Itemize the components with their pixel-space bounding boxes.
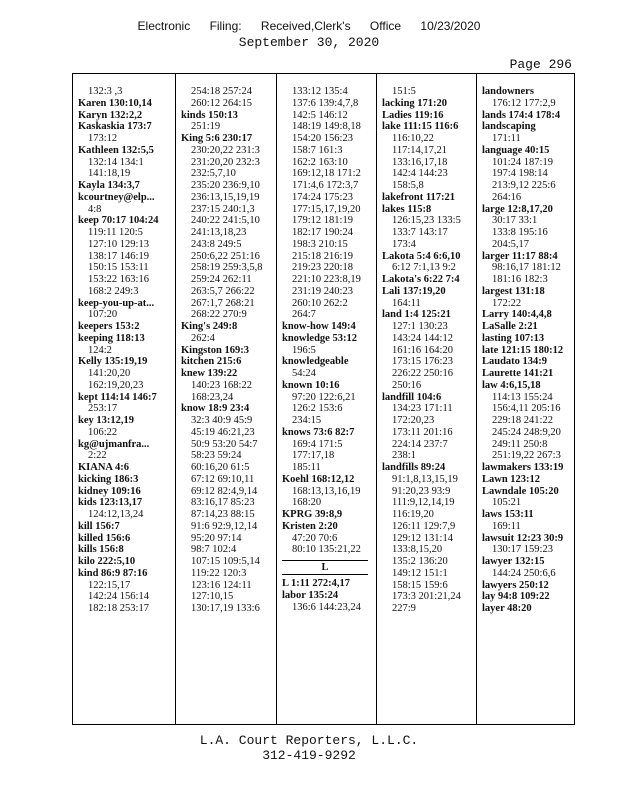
index-entry: lay 94:8 109:22 [482, 591, 550, 603]
index-ref-line: 133:8 195:16 [492, 227, 548, 238]
header-electronic: Electronic [137, 19, 191, 33]
index-entry: kilo 222:5,10 [78, 556, 136, 567]
index-entry: lawyers 250:12 [482, 579, 549, 591]
index-entry: Kaskaskia 173:7 [78, 121, 152, 133]
index-entry: lake 111:15 116:6 [382, 121, 459, 133]
index-entry: Kristen 2:20 [282, 520, 338, 532]
index-ref-line: 171:11 [492, 133, 521, 144]
index-ref-line: 119:22 120:3 [191, 567, 247, 579]
index-ref-line: 169:11 [492, 520, 521, 532]
index-ref-line: 229:18 241:22 [492, 415, 553, 426]
index-ref-line: 259:24 262:11 [191, 274, 252, 285]
index-ref-line: 181:16 182:3 [492, 274, 548, 285]
index-ref-line: 132:14 134:1 [88, 156, 144, 168]
index-ref-line: 30:17 33:1 [492, 215, 538, 227]
index-entry: kitchen 215:6 [181, 356, 242, 368]
index-ref-line: 182:17 190:24 [292, 227, 353, 238]
index-ref-line: 142:24 156:14 [88, 591, 149, 603]
index-entry: LaSalle 2:21 [482, 321, 538, 332]
index-entry: knowledge 53:12 [282, 332, 357, 344]
index-entry: landscaping [482, 121, 536, 133]
index-ref-line: 162:19,20,23 [88, 379, 144, 391]
index-entry: KIANA 4:6 [78, 462, 130, 473]
index-ref-line: 258:19 259:3,5,8 [191, 262, 263, 274]
index-ref-line: 162:2 163:10 [292, 156, 348, 168]
index-column-1 [73, 74, 175, 724]
index-entry: King's 249:8 [181, 321, 238, 332]
index-ref-line: 98:7 102:4 [191, 544, 237, 556]
index-ref-line: 168:23,24 [191, 391, 234, 403]
index-entry: Kingston 169:3 [181, 344, 249, 356]
index-entry: laws 153:11 [482, 509, 534, 520]
index-ref-line: 136:6 144:23,24 [292, 601, 361, 613]
index-ref-line: 198:3 210:15 [292, 238, 348, 250]
index-entry: kinds 150:13 [181, 109, 238, 121]
index-ref-line: 240:22 241:5,10 [191, 215, 260, 227]
index-ref-line: 144:24 250:6,6 [492, 567, 556, 579]
index-ref-line: 267:1,7 268:21 [191, 297, 255, 309]
index-entry: law 4:6,15,18 [482, 379, 541, 391]
index-ref-line: 141:20,20 [88, 368, 131, 379]
index-entry: kg@ujmanfra... [78, 438, 150, 450]
index-entry: labor 135:24 [282, 589, 339, 601]
index-ref-line: 95:20 97:14 [191, 532, 242, 544]
index-entry: Ladies 119:16 [382, 109, 444, 121]
index-entry: Karyn 132:2,2 [78, 109, 143, 121]
index-entry: Koehl 168:12,12 [282, 473, 355, 485]
index-ref-line: 268:22 270:9 [191, 309, 247, 321]
index-ref-line: 263:5,7 266:22 [191, 285, 255, 297]
index-ref-line: 2:22 [88, 450, 107, 462]
section-letter: L [282, 560, 368, 575]
index-ref-line: 237:15 240:1,3 [191, 203, 255, 215]
index-ref-line: 173:11 201:16 [392, 426, 453, 438]
index-ref-line: 264:16 [492, 191, 522, 203]
footer-phone: 312-419-9292 [262, 748, 356, 763]
index-ref-line: 133:8,15,20 [392, 544, 443, 556]
index-ref-line: 177:17,18 [292, 450, 335, 462]
index-ref-line: 173:12 [88, 133, 118, 144]
index-ref-line: 58:23 59:24 [191, 450, 242, 462]
index-ref-line: 87:14,23 88:15 [191, 509, 255, 520]
index-ref-line: 132:3 ,3 [88, 86, 123, 97]
index-ref-line: 253:17 [88, 403, 118, 415]
index-ref-line: 130:17,19 133:6 [191, 603, 260, 614]
index-ref-line: 185:11 [292, 462, 321, 473]
index-entry: larger 11:17 88:4 [482, 250, 558, 262]
index-ref-line: 173:4 [392, 238, 416, 250]
index-ref-line: 236:13,15,19,19 [191, 191, 260, 203]
index-ref-line: 91:6 92:9,12,14 [191, 520, 258, 532]
index-ref-line: 124:2 [88, 344, 112, 356]
index-ref-line: 83:16,17 85:23 [191, 497, 255, 509]
index-ref-line: 215:18 216:19 [292, 250, 353, 262]
index-ref-line: 135:2 136:20 [392, 556, 448, 567]
header-office: Office [369, 19, 402, 33]
index-ref-line: 153:22 163:16 [88, 274, 149, 285]
filing-header [0, 19, 618, 33]
index-entry: late 121:15 180:12 [482, 344, 564, 356]
index-ref-line: 154:20 156:23 [292, 133, 353, 144]
index-entry: kill 156:7 [78, 520, 120, 532]
index-entry: Lali 137:19,20 [382, 285, 446, 297]
index-entry: knew 139:22 [181, 368, 238, 379]
index-ref-line: 158:5,8 [392, 180, 424, 191]
index-ref-line: 133:12 135:4 [292, 86, 348, 97]
index-ref-line: 213:9,12 225:6 [492, 180, 556, 191]
index-ref-line: 231:20,20 232:3 [191, 156, 260, 168]
index-ref-line: 133:7 143:17 [392, 227, 448, 238]
index-ref-line: 172:22 [492, 297, 522, 309]
index-ref-line: 137:6 139:4,7,8 [292, 97, 359, 109]
index-ref-line: 250:6,22 251:16 [191, 250, 260, 262]
index-entry: large 12:8,17,20 [482, 203, 553, 215]
index-ref-line: 150:15 153:11 [88, 262, 149, 274]
index-ref-line: 91:1,8,13,15,19 [392, 473, 458, 485]
index-ref-line: 126:11 129:7,9 [392, 520, 456, 532]
index-ref-line: 101:24 187:19 [492, 156, 553, 168]
index-entry: Kelly 135:19,19 [78, 356, 148, 368]
index-ref-line: 107:20 [88, 309, 118, 321]
index-entry: known 10:16 [282, 379, 340, 391]
index-entry: kcourtney@elp... [78, 191, 155, 203]
index-entry: knows 73:6 82:7 [282, 426, 355, 438]
index-ref-line: 156:4,11 205:16 [492, 403, 561, 415]
index-entry: keeping 118:13 [78, 332, 145, 344]
index-ref-line: 249:11 250:8 [492, 438, 548, 450]
index-column-2 [175, 74, 276, 724]
index-entry: Kathleen 132:5,5 [78, 144, 154, 156]
index-ref-line: 140:23 168:22 [191, 379, 252, 391]
index-entry: key 13:12,19 [78, 415, 134, 426]
index-ref-line: 123:16 124:11 [191, 579, 252, 591]
index-ref-line: 161:16 164:20 [392, 344, 453, 356]
index-ref-line: 174:24 175:23 [292, 191, 353, 203]
index-ref-line: 251:19,22 267:3 [492, 450, 561, 462]
index-ref-line: 260:10 262:2 [292, 297, 348, 309]
index-entry: landfill 104:6 [382, 391, 442, 403]
index-ref-line: 231:19 240:23 [292, 285, 353, 297]
index-entry: lacking 171:20 [382, 97, 448, 109]
index-ref-line: 169:12,18 171:2 [292, 168, 361, 180]
index-ref-line: 230:20,22 231:3 [191, 144, 260, 156]
header-filing: Filing: [209, 19, 242, 33]
index-ref-line: 176:12 177:2,9 [492, 97, 556, 109]
index-ref-line: 134:23 171:11 [392, 403, 453, 415]
index-ref-line: 196:5 [292, 344, 316, 356]
index-ref-line: 168:20 [292, 497, 322, 509]
page-number: Page 296 [509, 57, 572, 72]
index-ref-line: 97:20 122:6,21 [292, 391, 356, 403]
index-entry: landfills 89:24 [382, 462, 446, 473]
index-entry: Laudato 134:9 [482, 356, 548, 368]
index-entry: largest 131:18 [482, 285, 545, 297]
index-ref-line: 126:2 153:6 [292, 403, 343, 415]
index-ref-line: 105:21 [492, 497, 522, 509]
index-ref-line: 254:18 257:24 [191, 86, 252, 97]
index-entry: layer 48:20 [482, 603, 532, 614]
index-ref-line: 158:15 159:6 [392, 579, 448, 591]
index-ref-line: 114:13 155:24 [492, 391, 553, 403]
index-entry: know 18:9 23:4 [181, 403, 250, 415]
index-ref-line: 50:9 53:20 54:7 [191, 438, 258, 450]
index-entry: Laurette 141:21 [482, 368, 554, 379]
index-entry: Lakota 5:4 6:6,10 [382, 250, 461, 262]
index-ref-line: 250:16 [392, 379, 422, 391]
index-entry: Lakota's 6:22 7:4 [382, 274, 460, 285]
index-ref-line: 80:10 135:21,22 [292, 544, 361, 556]
index-ref-line: 224:14 237:7 [392, 438, 448, 450]
index-column-4 [376, 74, 476, 724]
index-ref-line: 126:15,23 133:5 [392, 215, 461, 227]
index-ref-line: 130:17 159:23 [492, 544, 553, 556]
index-entry: lands 174:4 178:4 [482, 109, 561, 121]
index-entry: land 1:4 125:21 [382, 309, 451, 321]
index-ref-line: 172:20,23 [392, 415, 435, 426]
index-ref-line: 243:8 249:5 [191, 238, 242, 250]
index-ref-line: 226:22 250:16 [392, 368, 453, 379]
index-ref-line: 238:1 [392, 450, 416, 462]
index-ref-line: 245:24 248:9,20 [492, 426, 561, 438]
index-entry: keep 70:17 104:24 [78, 215, 159, 227]
index-ref-line: 127:10,15 [191, 591, 234, 603]
index-ref-line: 54:24 [292, 368, 316, 379]
index-ref-line: 6:12 7:1,13 9:2 [392, 262, 456, 274]
index-entry: King 5:6 230:17 [181, 133, 253, 144]
index-entry: killed 156:6 [78, 532, 131, 544]
index-ref-line: 138:17 146:19 [88, 250, 149, 262]
index-ref-line: 264:7 [292, 309, 316, 321]
index-ref-line: 182:18 253:17 [88, 603, 149, 614]
index-entry: language 40:15 [482, 144, 550, 156]
index-ref-line: 173:3 201:21,24 [392, 591, 461, 603]
index-entry: Kayla 134:3,7 [78, 180, 140, 191]
hearing-date: September 30, 2020 [238, 35, 380, 50]
index-ref-line: 133:16,17,18 [392, 156, 448, 168]
index-ref-line: 60:16,20 61:5 [191, 462, 250, 473]
index-ref-line: 164:11 [392, 297, 421, 309]
index-entry: lakes 115:8 [382, 203, 432, 215]
index-entry: L 1:11 272:4,17 [282, 578, 350, 589]
index-column-5 [476, 74, 576, 724]
index-entry: lawsuit 12:23 30:9 [482, 532, 564, 544]
index-entry: KPRG 39:8,9 [282, 509, 343, 520]
index-ref-line: 107:15 109:5,14 [191, 556, 260, 567]
index-ref-line: 260:12 264:15 [191, 97, 252, 109]
index-ref-line: 168:13,13,16,19 [292, 485, 361, 497]
index-ref-line: 173:15 176:23 [392, 356, 453, 368]
index-entry: Larry 140:4,4,8 [482, 309, 552, 321]
index-entry: kidney 109:16 [78, 485, 141, 497]
index-ref-line: 148:19 149:8,18 [292, 121, 361, 133]
index-entry: kept 114:14 146:7 [78, 391, 157, 403]
index-ref-line: 262:4 [191, 332, 215, 344]
index-ref-line: 177:15,17,19,20 [292, 203, 361, 215]
index-ref-line: 116:19,20 [392, 509, 434, 520]
index-entry: lasting 107:13 [482, 332, 545, 344]
index-ref-line: 219:23 220:18 [292, 262, 353, 274]
index-ref-line: 232:5,7,10 [191, 168, 236, 180]
index-entry: kills 156:8 [78, 544, 124, 556]
index-ref-line: 251:19 [191, 121, 221, 133]
index-ref-line: 106:22 [88, 426, 118, 438]
index-entry: keep-you-up-at... [78, 297, 155, 309]
index-ref-line: 47:20 70:6 [292, 532, 338, 544]
index-ref-line: 142:5 146:12 [292, 109, 348, 121]
index-entry: know-how 149:4 [282, 321, 356, 332]
index-ref-line: 98:16,17 181:12 [492, 262, 561, 274]
index-column-3 [276, 74, 376, 724]
index-ref-line: 32:3 40:9 45:9 [191, 415, 253, 426]
index-ref-line: 221:10 223:8,19 [292, 274, 361, 285]
index-entry: Lawn 123:12 [482, 473, 541, 485]
index-ref-line: 235:20 236:9,10 [191, 180, 260, 191]
index-ref-line: 169:4 171:5 [292, 438, 343, 450]
index-ref-line: 119:11 120:5 [88, 227, 143, 238]
index-entry: Karen 130:10,14 [78, 97, 152, 109]
index-entry: lawmakers 133:19 [482, 462, 564, 473]
index-ref-line: 151:5 [392, 86, 416, 97]
index-ref-line: 67:12 69:10,11 [191, 473, 255, 485]
index-ref-line: 149:12 151:1 [392, 567, 448, 579]
index-ref-line: 158:7 161:3 [292, 144, 343, 156]
header-received: Received,Clerk's [260, 19, 351, 33]
index-ref-line: 234:15 [292, 415, 322, 426]
index-ref-line: 127:1 130:23 [392, 321, 448, 332]
index-ref-line: 142:4 144:23 [392, 168, 448, 180]
index-ref-line: 91:20,23 93:9 [392, 485, 451, 497]
index-entry: lakefront 117:21 [382, 191, 456, 203]
index-entry: keepers 153:2 [78, 321, 140, 332]
footer-company: L.A. Court Reporters, L.L.C. [199, 733, 419, 748]
index-ref-line: 204:5,17 [492, 238, 530, 250]
index-ref-line: 227:9 [392, 603, 416, 614]
index-entry: kids 123:13,17 [78, 497, 143, 509]
index-ref-line: 168:2 249:3 [88, 285, 139, 297]
index-ref-line: 241:13,18,23 [191, 227, 247, 238]
index-ref-line: 129:12 131:14 [392, 532, 453, 544]
index-ref-line: 197:4 198:14 [492, 168, 548, 180]
index-ref-line: 111:9,12,14,19 [392, 497, 455, 509]
index-ref-line: 117:14,17,21 [392, 144, 448, 156]
index-ref-line: 141:18,19 [88, 168, 131, 180]
index-ref-line: 124:12,13,24 [88, 509, 144, 520]
index-entry: landowners [482, 86, 534, 97]
index-ref-line: 116:10,22 [392, 133, 434, 144]
index-entry: kicking 186:3 [78, 473, 139, 485]
index-ref-line: 127:10 129:13 [88, 238, 149, 250]
index-ref-line: 143:24 144:12 [392, 332, 453, 344]
index-ref-line: 45:19 46:21,23 [191, 426, 255, 438]
index-entry: lawyer 132:15 [482, 556, 545, 567]
index-entry: kind 86:9 87:16 [78, 567, 148, 579]
header-date: 10/23/2020 [420, 19, 481, 33]
index-entry: knowledgeable [282, 356, 349, 368]
index-ref-line: 122:15,17 [88, 579, 131, 591]
index-ref-line: 171:4,6 172:3,7 [292, 180, 359, 191]
index-entry: Lawndale 105:20 [482, 485, 559, 497]
index-ref-line: 4:8 [88, 203, 102, 215]
index-ref-line: 179:12 181:19 [292, 215, 353, 227]
index-ref-line: 69:12 82:4,9,14 [191, 485, 258, 497]
word-index-table [72, 73, 575, 725]
